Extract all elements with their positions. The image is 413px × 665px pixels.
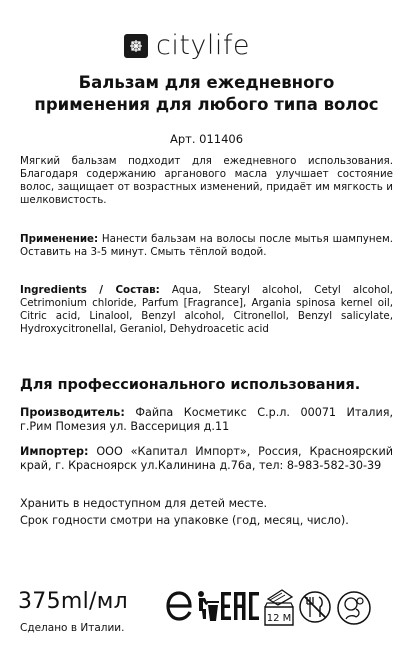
title-line-2: применения для любого типа волос <box>34 95 379 114</box>
pao-jar-icon <box>262 589 296 629</box>
description: Мягкий бальзам подходит для ежедневного использования. Благодаря содержанию арганового масла улучшает состояние волос, защищает от возрастных изменений, придаёт им мягкость и шелковистость. <box>20 155 393 206</box>
manufacturer-paragraph <box>20 406 393 434</box>
application-text: Нанести бальзам на волосы после мытья шампунем. Оставить на 3-5 минут. Смыть тёплой водой. <box>20 233 393 258</box>
application-label: Применение: <box>20 233 99 245</box>
article-number: Арт. 011406 <box>169 132 244 146</box>
estimated-sign-icon <box>164 589 194 623</box>
no-eating-icon <box>298 589 332 625</box>
tidy-man-icon <box>194 589 220 623</box>
brand-logo <box>124 32 250 60</box>
no-swallow-icon <box>336 589 372 627</box>
importer-label: Импортер: <box>20 445 89 458</box>
svg-text:12 M: 12 M <box>266 613 292 624</box>
symbols-row <box>164 589 399 629</box>
brand-mark-icon <box>124 34 148 58</box>
title-line-1: Бальзам для ежедневного <box>78 73 335 92</box>
storage-note: Хранить в недоступном для детей месте. <box>20 497 268 510</box>
product-title <box>14 72 399 116</box>
made-in: Сделано в Италии. <box>20 622 125 634</box>
importer-paragraph <box>20 445 393 473</box>
ingredients-paragraph <box>20 284 393 336</box>
shelf-life-note: Срок годности смотри на упаковке (год, месяц, число). <box>20 514 349 527</box>
eac-mark-icon <box>220 589 260 623</box>
application-paragraph <box>20 233 393 259</box>
importer-text: ООО «Капитал Импорт», Россия, Красноярский край, г. Красноярск ул.Калинина д.76а, тел: 8-983-582-30-39 <box>20 445 393 472</box>
manufacturer-text: Файпа Косметикс С.р.л. 00071 Италия, г.Рим Помезия ул. Вассериция д.11 <box>20 406 393 433</box>
ingredients-label: Ingredients / Состав: <box>20 284 160 296</box>
professional-use-heading: Для профессионального использования. <box>20 377 361 393</box>
brand-name: citylife <box>156 30 251 61</box>
ingredients-text: Aqua, Stearyl alcohol, Cetyl alcohol, Cetrimonium chloride, Parfum [Fragrance], Argania spinosa kernel oil, Citric acid, Linalool, Benzyl alcohol, Citronellol, Benzyl salicylate, Hydroxycitronellal, Geraniol, Dehydroacetic acid <box>20 284 394 335</box>
manufacturer-label: Производитель: <box>20 406 125 419</box>
volume: 375ml/мл <box>18 589 129 614</box>
